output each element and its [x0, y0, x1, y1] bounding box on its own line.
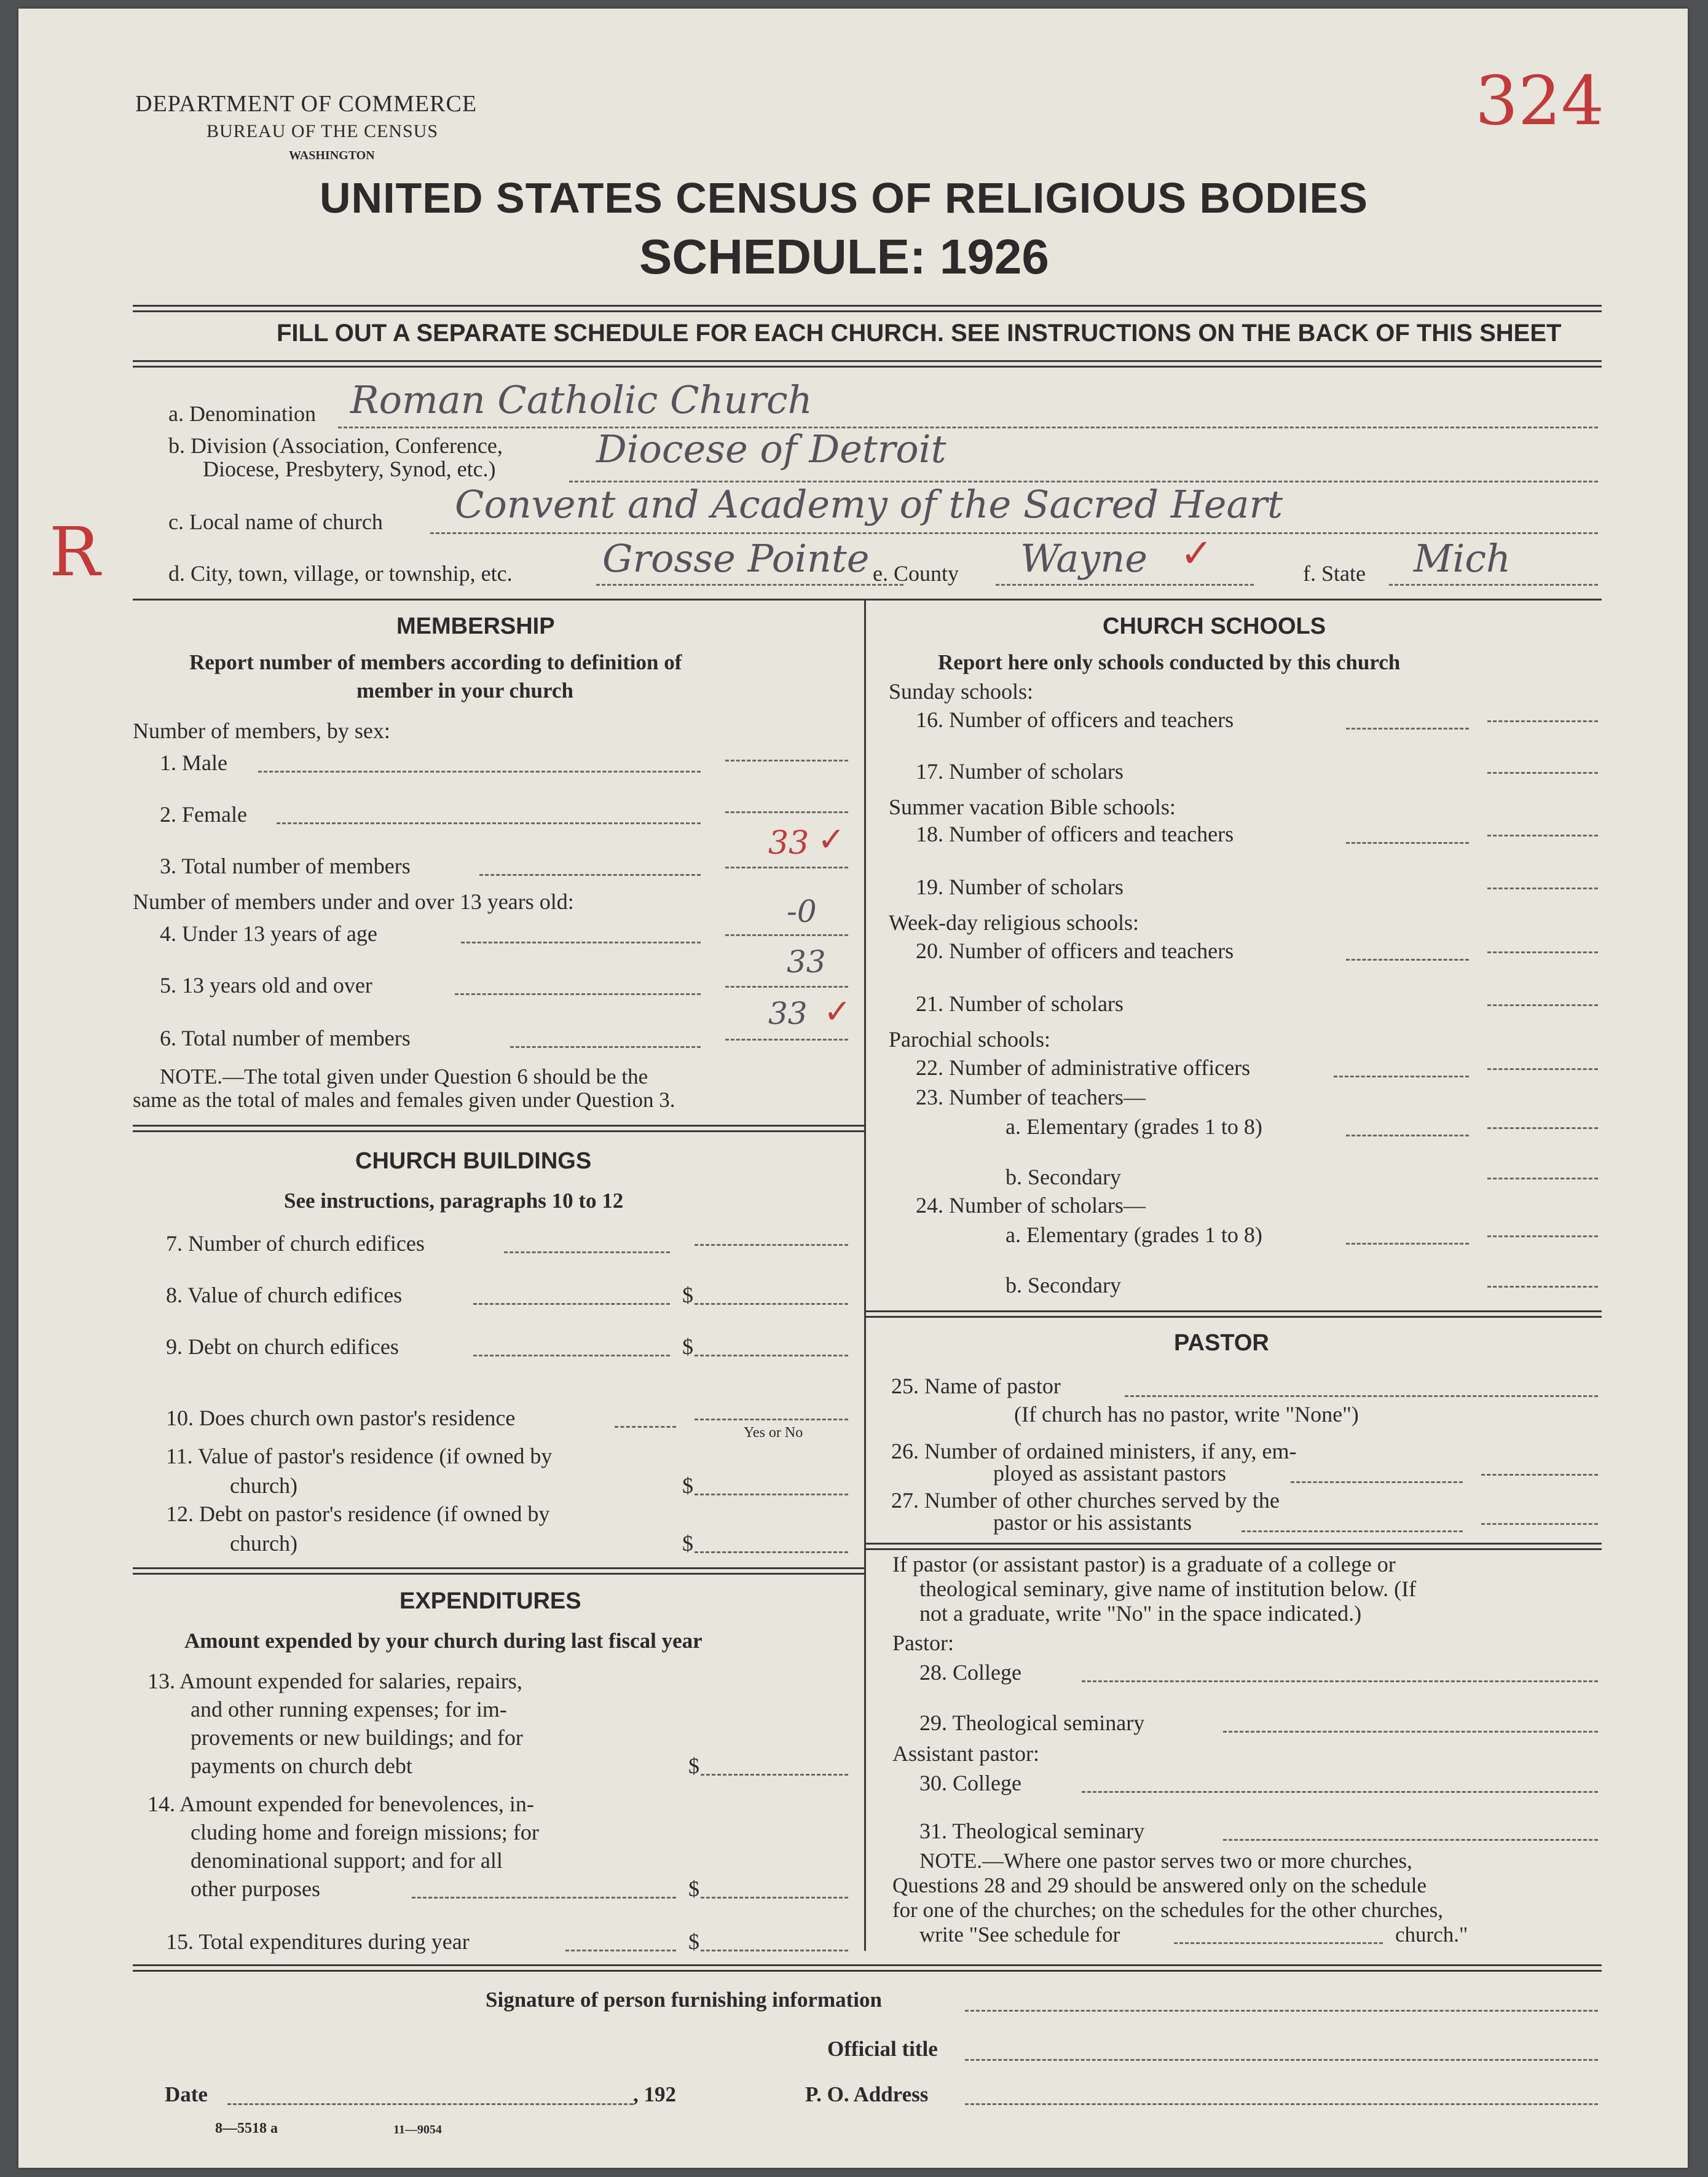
instruction-banner: FILL OUT A SEPARATE SCHEDULE FOR EACH CHURCH. SEE INSTRUCTIONS ON THE BACK OF THIS SHEET: [277, 320, 1562, 347]
q12-label-2: church): [230, 1531, 297, 1556]
q26-leader: [1291, 1481, 1463, 1483]
q26-field[interactable]: [1481, 1474, 1598, 1476]
q6-label: 6. Total number of members: [160, 1026, 411, 1050]
schools-subtitle: Report here only schools conducted by this church: [938, 650, 1401, 674]
denomination-field[interactable]: [338, 427, 1598, 428]
pastor-sublabel: Pastor:: [892, 1631, 954, 1655]
q6-check: ✓: [824, 992, 852, 1031]
division-label-2: Diocese, Presbytery, Synod, etc.): [203, 457, 496, 481]
q1-field[interactable]: [725, 760, 848, 762]
state-field[interactable]: [1389, 584, 1598, 586]
q3-value: 33: [768, 825, 809, 862]
q20-label: 20. Number of officers and teachers: [916, 939, 1234, 963]
q29-field[interactable]: [1223, 1731, 1598, 1733]
q27-label-2: pastor or his assistants: [993, 1510, 1192, 1535]
q17-field[interactable]: [1487, 772, 1598, 774]
q5-value: 33: [787, 944, 826, 980]
q10-label: 10. Does church own pastor's residence: [166, 1406, 516, 1430]
q19-field[interactable]: [1487, 888, 1598, 889]
q7-field[interactable]: [695, 1244, 848, 1246]
q13-label-4: payments on church debt: [191, 1754, 412, 1778]
q28-field[interactable]: [1082, 1680, 1598, 1682]
q15-field[interactable]: [701, 1950, 848, 1951]
q8-dollar: $: [682, 1283, 693, 1307]
q8-field[interactable]: [695, 1303, 848, 1305]
q14-label-1: 14. Amount expended for benevolences, in-: [148, 1792, 534, 1816]
q5-leader: [455, 993, 701, 995]
date-field[interactable]: [227, 2103, 633, 2105]
city-heading: WASHINGTON: [289, 149, 375, 162]
q23a-label: a. Elementary (grades 1 to 8): [1006, 1114, 1262, 1139]
q16-label: 16. Number of officers and teachers: [916, 707, 1234, 732]
instruction-rule: [133, 360, 1602, 368]
q13-field[interactable]: [701, 1774, 848, 1776]
q19-label: 19. Number of scholars: [916, 875, 1124, 899]
q23b-field[interactable]: [1487, 1178, 1598, 1179]
q25-field[interactable]: [1125, 1395, 1598, 1397]
county-check: ✓: [1180, 531, 1213, 577]
q26-label-2: ployed as assistant pastors: [993, 1461, 1226, 1486]
division-label-1: b. Division (Association, Conference,: [168, 433, 503, 458]
q17-label: 17. Number of scholars: [916, 759, 1124, 784]
q24-label: 24. Number of scholars—: [916, 1193, 1146, 1218]
q30-field[interactable]: [1082, 1791, 1598, 1793]
date-label: Date: [165, 2082, 208, 2106]
footer-rule: [133, 1964, 1602, 1972]
q11-label-1: 11. Value of pastor's residence (if owned by: [166, 1444, 553, 1468]
q3-label: 3. Total number of members: [160, 854, 411, 878]
q20-leader: [1346, 959, 1469, 961]
q12-label-1: 12. Debt on pastor's residence (if owned by: [166, 1502, 550, 1526]
membership-subtitle-1: Report number of members according to definition of: [189, 650, 682, 674]
county-value: Wayne: [1020, 536, 1147, 581]
q6-value: 33: [768, 996, 808, 1031]
official-title-field[interactable]: [965, 2059, 1598, 2061]
q12-field[interactable]: [695, 1551, 848, 1553]
q18-field[interactable]: [1487, 835, 1598, 837]
pastor-note-2: Questions 28 and 29 should be answered only on the schedule: [892, 1873, 1427, 1897]
denomination-value: Roman Catholic Church: [350, 377, 813, 422]
q10-leader: [615, 1426, 676, 1428]
margin-mark: R: [49, 513, 100, 591]
q8-label: 8. Value of church edifices: [166, 1283, 403, 1307]
sunday-schools-label: Sunday schools:: [889, 679, 1034, 704]
q27-field[interactable]: [1481, 1523, 1598, 1525]
q18-label: 18. Number of officers and teachers: [916, 822, 1234, 846]
expenditures-title: EXPENDITURES: [399, 1588, 581, 1614]
membership-rule: [133, 1125, 864, 1132]
weekday-schools-label: Week-day religious schools:: [889, 910, 1139, 935]
q11-label-2: church): [230, 1473, 297, 1498]
form-number: 8—5518 a: [215, 2120, 278, 2136]
q24b-label: b. Secondary: [1006, 1273, 1121, 1297]
print-number: 11—9054: [393, 2123, 442, 2136]
membership-note-1: NOTE.—The total given under Question 6 should be the: [160, 1065, 648, 1088]
signature-label: Signature of person furnishing information: [486, 1988, 882, 2012]
q14-field[interactable]: [701, 1897, 848, 1899]
buildings-title: CHURCH BUILDINGS: [355, 1148, 592, 1174]
county-label: e. County: [873, 561, 959, 586]
q24a-leader: [1346, 1243, 1469, 1245]
see-schedule-field[interactable]: [1174, 1942, 1383, 1944]
signature-field[interactable]: [965, 2010, 1598, 2012]
q10-field[interactable]: [695, 1419, 848, 1420]
q20-field[interactable]: [1487, 951, 1598, 953]
q27-label-1: 27. Number of other churches served by the: [891, 1488, 1280, 1513]
city-label: d. City, town, village, or township, etc.: [168, 561, 513, 586]
q18-leader: [1346, 842, 1469, 844]
census-schedule-sheet: [18, 9, 1688, 2168]
q6-field[interactable]: [725, 1039, 848, 1041]
q16-field[interactable]: [1487, 720, 1598, 722]
membership-subtitle-2: member in your church: [356, 679, 573, 703]
q13-label-1: 13. Amount expended for salaries, repairs,: [148, 1669, 522, 1693]
schools-title: CHURCH SCHOOLS: [1103, 613, 1326, 639]
q3-leader: [479, 874, 701, 876]
q28-label: 28. College: [919, 1660, 1021, 1685]
members-by-age: Number of members under and over 13 years old:: [133, 889, 574, 914]
q22-label: 22. Number of administrative officers: [916, 1055, 1251, 1080]
q6-leader: [510, 1046, 701, 1048]
form-title: UNITED STATES CENSUS OF RELIGIOUS BODIES: [320, 174, 1368, 222]
q23a-leader: [1346, 1135, 1469, 1136]
q11-dollar: $: [682, 1473, 693, 1498]
q22-field[interactable]: [1487, 1068, 1598, 1070]
q13-label-3: provements or new buildings; and for: [191, 1725, 523, 1750]
stamp-number: 324: [1475, 61, 1604, 140]
assistant-pastor-sublabel: Assistant pastor:: [892, 1741, 1039, 1766]
county-field[interactable]: [996, 584, 1254, 586]
q31-label: 31. Theological seminary: [919, 1819, 1145, 1843]
parochial-schools-label: Parochial schools:: [889, 1027, 1050, 1052]
summer-schools-label: Summer vacation Bible schools:: [889, 795, 1176, 819]
q5-label: 5. 13 years old and over: [160, 973, 372, 998]
q12-dollar: $: [682, 1531, 693, 1556]
q24a-label: a. Elementary (grades 1 to 8): [1006, 1222, 1262, 1247]
pastor-note-4a: write "See schedule for: [919, 1923, 1120, 1947]
schedule-title: SCHEDULE: 1926: [639, 229, 1049, 284]
q14-label-4: other purposes: [191, 1876, 320, 1901]
state-label: f. State: [1303, 561, 1366, 586]
division-value: Diocese of Detroit: [596, 427, 946, 471]
pastor-rule: [864, 1543, 1602, 1550]
q21-label: 21. Number of scholars: [916, 991, 1124, 1016]
po-address-field[interactable]: [965, 2103, 1598, 2105]
pastor-note-4b: church.": [1395, 1923, 1468, 1947]
q9-leader: [473, 1355, 670, 1356]
q1-leader: [258, 771, 701, 773]
q2-leader: [277, 822, 701, 824]
q21-field[interactable]: [1487, 1004, 1598, 1006]
q4-leader: [461, 942, 701, 943]
q25-label: 25. Name of pastor: [891, 1374, 1061, 1398]
header-rule: [133, 305, 1602, 312]
q4-value: -0: [787, 894, 817, 929]
q14-leader: [412, 1897, 676, 1899]
q23-label: 23. Number of teachers—: [916, 1085, 1146, 1109]
column-divider: [864, 599, 866, 1951]
graduate-instruction-3: not a graduate, write "No" in the space indicated.): [919, 1601, 1362, 1626]
q25-note: (If church has no pastor, write "None"): [1014, 1402, 1359, 1427]
q15-dollar: $: [688, 1929, 699, 1954]
schools-rule: [864, 1310, 1602, 1318]
local-name-label: c. Local name of church: [168, 510, 383, 534]
po-address-label: P. O. Address: [805, 2082, 929, 2106]
yes-no-hint: Yes or No: [744, 1425, 803, 1441]
q16-leader: [1346, 728, 1469, 730]
q5-field[interactable]: [725, 986, 848, 988]
q2-field[interactable]: [725, 811, 848, 813]
date-year: , 192: [633, 2082, 676, 2106]
q29-label: 29. Theological seminary: [919, 1710, 1145, 1735]
graduate-instruction-2: theological seminary, give name of institution below. (If: [919, 1577, 1417, 1601]
q9-dollar: $: [682, 1334, 693, 1359]
q14-dollar: $: [688, 1876, 699, 1901]
q27-leader: [1242, 1530, 1463, 1532]
q4-field[interactable]: [725, 934, 848, 936]
q26-label-1: 26. Number of ordained ministers, if any, em-: [891, 1439, 1297, 1463]
city-field[interactable]: [596, 584, 903, 586]
q4-label: 4. Under 13 years of age: [160, 921, 377, 946]
bureau-heading: BUREAU OF THE CENSUS: [207, 121, 438, 141]
q15-label: 15. Total expenditures during year: [166, 1929, 470, 1954]
buildings-subtitle: See instructions, paragraphs 10 to 12: [284, 1189, 624, 1213]
expenditures-subtitle: Amount expended by your church during last fiscal year: [184, 1629, 702, 1653]
q3-field[interactable]: [725, 867, 848, 868]
department-heading: DEPARTMENT OF COMMERCE: [135, 91, 478, 117]
q14-label-3: denominational support; and for all: [191, 1848, 503, 1873]
q30-label: 30. College: [919, 1771, 1021, 1795]
official-title-label: Official title: [827, 2037, 938, 2061]
denomination-label: a. Denomination: [168, 401, 316, 426]
local-name-value: Convent and Academy of the Sacred Heart: [455, 482, 1283, 527]
pastor-note-3: for one of the churches; on the schedules for the other churches,: [892, 1898, 1444, 1922]
q24b-field[interactable]: [1487, 1286, 1598, 1288]
q22-leader: [1334, 1076, 1469, 1077]
q23b-label: b. Secondary: [1006, 1165, 1121, 1189]
q9-label: 9. Debt on church edifices: [166, 1334, 399, 1359]
q14-label-2: cluding home and foreign missions; for: [191, 1820, 539, 1844]
state-value: Mich: [1414, 536, 1511, 581]
q11-field[interactable]: [695, 1494, 848, 1495]
pastor-note-1: NOTE.—Where one pastor serves two or more churches,: [919, 1849, 1412, 1873]
graduate-instruction-1: If pastor (or assistant pastor) is a graduate of a college or: [892, 1552, 1396, 1577]
members-by-sex: Number of members, by sex:: [133, 718, 390, 743]
q2-label: 2. Female: [160, 802, 247, 827]
q7-label: 7. Number of church edifices: [166, 1231, 425, 1256]
q7-leader: [504, 1251, 670, 1253]
membership-title: MEMBERSHIP: [396, 613, 555, 639]
q24a-field[interactable]: [1487, 1235, 1598, 1237]
q13-dollar: $: [688, 1754, 699, 1778]
q3-check: ✓: [817, 820, 846, 859]
pastor-title: PASTOR: [1174, 1330, 1269, 1356]
buildings-rule: [133, 1567, 864, 1575]
q9-field[interactable]: [695, 1355, 848, 1356]
membership-note-2: same as the total of males and females given under Question 3.: [133, 1088, 675, 1112]
q1-label: 1. Male: [160, 750, 227, 775]
q31-field[interactable]: [1223, 1839, 1598, 1841]
local-name-field[interactable]: [430, 532, 1598, 534]
q15-leader: [565, 1950, 676, 1951]
city-value: Grosse Pointe: [602, 536, 870, 581]
q23a-field[interactable]: [1487, 1127, 1598, 1129]
q8-leader: [473, 1303, 670, 1305]
q13-label-2: and other running expenses; for im-: [191, 1697, 507, 1722]
top-section-rule: [133, 599, 1602, 600]
